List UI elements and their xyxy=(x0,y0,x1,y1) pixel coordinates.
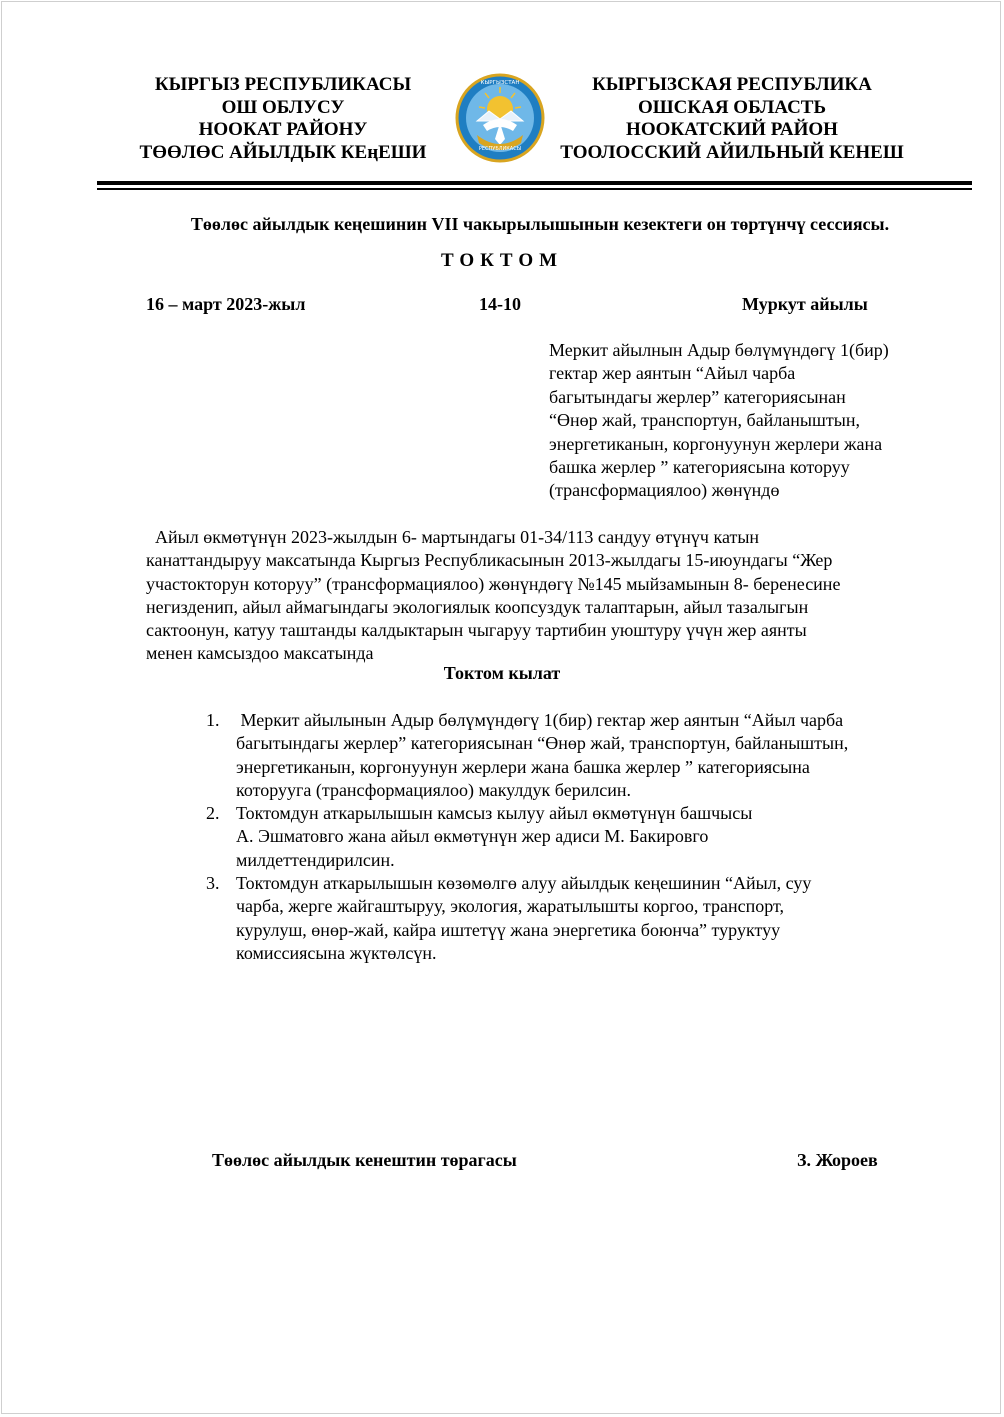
page-border xyxy=(1,1,1001,1414)
emblem-top-text: КЫРГЫЗСТАН xyxy=(480,80,520,86)
header-right-block xyxy=(548,74,916,164)
session-title: Төөлөс айылдык кеңешинин VII чакырылышынын кезектеги он төртүнчү сессиясы. xyxy=(190,214,890,234)
header-right-region: ОШСКАЯ ОБЛАСТЬ xyxy=(637,96,827,118)
item-line: милдеттендирилсин. xyxy=(236,849,395,870)
header-right-district: НООКАТСКИЙ РАЙОН xyxy=(626,119,838,140)
item-line: Меркит айылынын Адыр бөлүмүндөгү 1(бир) гектар жер аянтын “Айыл чарба xyxy=(236,710,844,730)
preamble-line: участокторун которуу” (трансформациялоо) жөнүндөгү №145 мыйзамынын 8- беренесине xyxy=(146,573,841,594)
subject-line: багытындагы жерлер” категориясынан xyxy=(549,386,846,407)
document-date: 16 – март 2023-жыл xyxy=(146,294,306,314)
item-line: багытындагы жерлер” категориясынан “Өнөр жай, транспортун, байланыштын, xyxy=(236,733,849,754)
document-number: 14-10 xyxy=(479,294,521,314)
signatory-title: Төөлөс айылдык кенештин төрагасы xyxy=(212,1150,517,1170)
header-left-country: КЫРГЫЗ РЕСПУБЛИКАСЫ xyxy=(154,74,412,95)
header-rule-thin xyxy=(97,188,972,190)
subject-line: башка жерлер ” категориясына которуу xyxy=(549,457,850,478)
preamble-line: менен камсыздоо максатында xyxy=(146,643,374,664)
document-place: Муркут айылы xyxy=(742,294,868,314)
header-right-country: КЫРГЫЗСКАЯ РЕСПУБЛИКА xyxy=(592,74,872,95)
header-left-region: ОШ ОБЛУСУ xyxy=(221,96,345,118)
preamble-line: сактоонун, катуу таштанды калдыктарын чыгаруу тартибин уюштуру үчүн жер аянты xyxy=(146,620,807,641)
item-line: Токтомдун аткарылышын көзөмөлгө алуу айылдык кеңешинин “Айыл, суу xyxy=(236,873,812,893)
item-line: комиссиясына жүктөлсүн. xyxy=(236,943,437,964)
preamble-line: Айыл өкмөтүнүн 2023-жылдын 6- мартындагы 01-34/113 сандуу өтүнүч катын xyxy=(146,527,760,547)
preamble-paragraph xyxy=(146,526,936,666)
preamble-line: канаттандыруу максатында Кыргыз Республикасынын 2013-жылдагы 15-июундагы “Жер xyxy=(146,550,833,571)
item-line: Токтомдун аткарылышын камсыз кылуу айыл өкмөтүнүн башчысы xyxy=(236,803,753,823)
header-right-council: ТООЛОССКИЙ АЙИЛЬНЫЙ КЕНЕШ xyxy=(560,141,904,163)
item-number: 3. xyxy=(206,873,220,893)
subject-line: (трансформациялоо) жөнүндө xyxy=(549,480,780,501)
signatory-name: З. Жороев xyxy=(797,1150,878,1170)
subject-line: энергетиканын, коргонуунун жерлери жана xyxy=(549,433,883,454)
item-line: энергетиканын, коргонуунун жерлери жана башка жерлер ” категориясына xyxy=(236,756,810,777)
item-line: чарба, жерге жайгаштыруу, экология, жаратылышты коргоо, транспорт, xyxy=(236,896,784,917)
subject-line: Меркит айылнын Адыр бөлүмүндөгү 1(бир) xyxy=(549,340,889,360)
item-number: 1. xyxy=(206,710,220,730)
state-emblem xyxy=(455,73,545,163)
preamble-line: негизденип, айыл аймагындагы экологиялык коопсуздук талаптарын, айыл тазалыгын xyxy=(146,596,809,617)
item-number: 2. xyxy=(206,803,220,823)
header-left-district: НООКАТ РАЙОНУ xyxy=(198,119,368,140)
header-rule-thick xyxy=(97,181,972,185)
subject-line: “Өнөр жай, транспортун, байланыштын, xyxy=(549,410,860,431)
document-title: ТОКТОМ xyxy=(440,250,564,271)
item-line: курулуш, өнөр-жай, кайра иштетүү жана энергетика боюнча” туруктуу xyxy=(236,919,781,940)
emblem-ribbon-text: РЕСПУБЛИКАСЫ xyxy=(478,146,522,152)
item-line: А. Эшматовго жана айыл өкмөтүнүн жер адиси М. Бакировго xyxy=(236,826,709,847)
item-line: которууга (трансформациялоо) макулдук берилсин. xyxy=(236,780,632,801)
header-left-block xyxy=(118,74,448,164)
subject-line: гектар жер аянтын “Айыл чарба xyxy=(549,363,796,384)
resolve-heading: Токтом кылат xyxy=(443,663,561,683)
subject-block xyxy=(549,339,949,503)
header-left-council: ТӨӨЛӨС АЙЫЛДЫК КЕңЕШИ xyxy=(139,141,427,163)
